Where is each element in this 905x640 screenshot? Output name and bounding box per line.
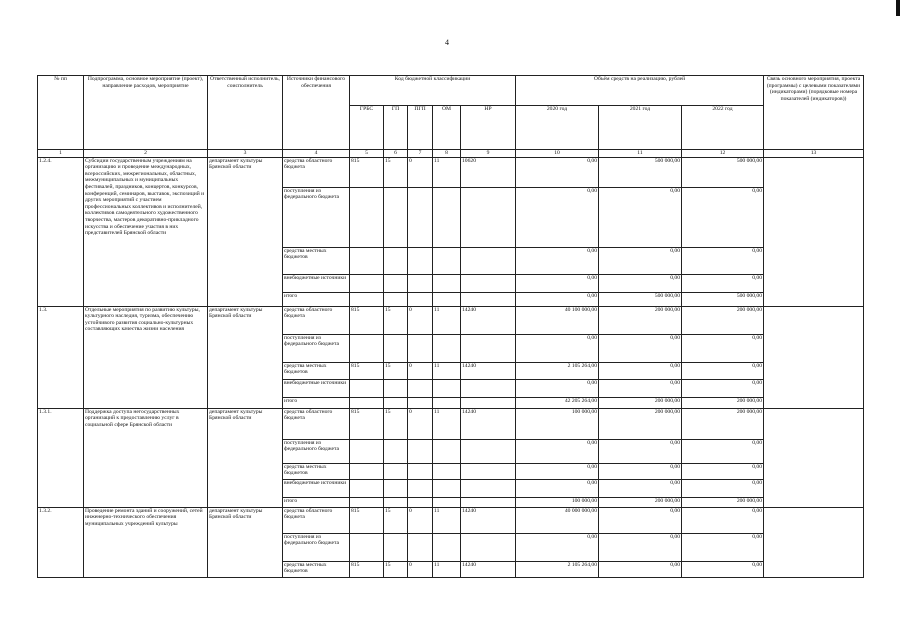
amount-2022: 0,00 [682,507,764,533]
code-gp [384,497,408,507]
amount-2021: 0,00 [599,507,682,533]
amount-2022: 200 000,00 [682,397,764,408]
amount-2020: 0,00 [516,247,599,274]
code-np [461,292,516,306]
code-grbs [350,479,384,497]
code-grbs: 815 [350,507,384,533]
code-om: 11 [433,157,461,187]
code-gp: 15 [384,408,408,439]
amount-2022: 0,00 [682,187,764,247]
amount-2020: 2 105 264,00 [516,561,599,577]
header-np: НР [461,106,516,150]
code-np [461,187,516,247]
amount-2020: 100 000,00 [516,497,599,507]
measure-name: Отдельные мероприятия по развитию культуры, культурного наследия, туризма, обеспечению устойчивого развития социально-культурных составляющих качества жизни населения [84,306,208,408]
header-row [38,76,864,106]
code-grbs [350,497,384,507]
code-np [461,533,516,561]
code-gp [384,479,408,497]
code-np [461,439,516,463]
col-number: 7 [408,150,433,158]
code-gp [384,247,408,274]
code-om: 11 [433,362,461,379]
code-gp [384,379,408,397]
code-om: 11 [433,561,461,577]
code-gp [384,334,408,362]
amount-2022: 0,00 [682,439,764,463]
col-number: 13 [764,150,864,158]
amount-2022: 500 000,00 [682,292,764,306]
amount-2020: 0,00 [516,439,599,463]
code-pgp [408,334,433,362]
amount-2022: 0,00 [682,274,764,292]
indicator-link [764,408,864,507]
column-number-row [38,150,864,158]
source-total: итого [283,292,350,306]
amount-2020: 42 205 264,00 [516,397,599,408]
amount-2020: 100 000,00 [516,408,599,439]
amount-2022: 0,00 [682,561,764,577]
code-np [461,397,516,408]
code-pgp [408,379,433,397]
amount-2022: 500 000,00 [682,157,764,187]
header-year-2020: 2020 год [516,106,599,150]
amount-2021: 0,00 [599,479,682,497]
amount-2021: 0,00 [599,379,682,397]
code-np [461,247,516,274]
amount-2020: 0,00 [516,157,599,187]
code-np [461,497,516,507]
code-np: 14240 [461,306,516,334]
code-grbs [350,247,384,274]
code-grbs [350,334,384,362]
executor: департамент культуры Брянской области [208,408,283,507]
amount-2020: 40 100 000,00 [516,306,599,334]
code-pgp [408,439,433,463]
code-grbs [350,533,384,561]
code-gp [384,397,408,408]
amount-2021: 500 000,00 [599,292,682,306]
code-gp [384,533,408,561]
executor: департамент культуры Брянской области [208,306,283,408]
code-om [433,379,461,397]
col-number: 3 [208,150,283,158]
code-gp [384,274,408,292]
code-np: 14240 [461,507,516,533]
code-np: 14240 [461,561,516,577]
header-name: Подпрограмма, основное мероприятие (проект), направление расходов, мероприятие [84,76,208,150]
code-gp: 15 [384,507,408,533]
code-gp [384,187,408,247]
source-federal: поступления из федерального бюджета [283,334,350,362]
row-number: 1.3.2. [38,507,84,577]
amount-2021: 200 000,00 [599,397,682,408]
source-local: средства местных бюджетов [283,463,350,479]
amount-2021: 500 000,00 [599,157,682,187]
col-number: 1 [38,150,84,158]
source-extra: внебюджетные источники [283,379,350,397]
code-np: 10620 [461,157,516,187]
measure-name: Субсидии государственным учреждениям на организацию и проведение международных, всероссийских, межрегиональных, областных, межмуниципальных и муниципальных фестивалей, праздников, концертов, конкурсов, конференций, семинаров, выставок, экспозиций и других мероприятий с участием профессиональных коллективов и исполнителей, коллективов самодеятельного художественного творчества, мастеров декоративно-прикладного искусства и обеспечение участия в них представителей Брянской области [84,157,208,306]
code-om [433,463,461,479]
code-om [433,274,461,292]
budget-table [37,75,864,578]
code-gp: 15 [384,157,408,187]
source-regional: средства областного бюджета [283,306,350,334]
code-gp: 15 [384,362,408,379]
amount-2020: 2 105 264,00 [516,362,599,379]
header-grbs: ГРБС [350,106,384,150]
executor: департамент культуры Брянской области [208,157,283,306]
header-year-2022: 2022 год [682,106,764,150]
source-extra: внебюджетные источники [283,274,350,292]
col-number: 10 [516,150,599,158]
code-np [461,463,516,479]
amount-2021: 200 000,00 [599,408,682,439]
amount-2021: 0,00 [599,187,682,247]
code-grbs: 815 [350,408,384,439]
code-np: 14240 [461,408,516,439]
code-np [461,334,516,362]
code-grbs [350,379,384,397]
code-om [433,247,461,274]
amount-2020: 0,00 [516,533,599,561]
source-local: средства местных бюджетов [283,362,350,379]
code-np: 14240 [461,362,516,379]
code-np [461,479,516,497]
code-grbs [350,274,384,292]
code-pgp: 0 [408,157,433,187]
code-om [433,334,461,362]
code-pgp: 0 [408,306,433,334]
amount-2020: 0,00 [516,379,599,397]
amount-2022: 0,00 [682,479,764,497]
header-source: Источники финансового обеспечения [283,76,350,150]
indicator-link [764,157,864,306]
code-np [461,274,516,292]
code-grbs [350,187,384,247]
amount-2022: 200 000,00 [682,306,764,334]
source-regional: средства областного бюджета [283,408,350,439]
header-link: Связь основного мероприятия, проекта (программы) с целевыми показателями (индикаторами) (порядковые номера показателей (индикаторов)) [764,76,864,150]
code-grbs: 815 [350,157,384,187]
code-om [433,397,461,408]
amount-2022: 0,00 [682,379,764,397]
code-om [433,187,461,247]
code-pgp [408,274,433,292]
amount-2020: 0,00 [516,187,599,247]
col-number: 2 [84,150,208,158]
table-row [38,507,864,533]
col-number: 12 [682,150,764,158]
row-number: 1.3.1. [38,408,84,507]
col-number: 5 [350,150,384,158]
source-federal: поступления из федерального бюджета [283,187,350,247]
amount-2022: 0,00 [682,362,764,379]
amount-2021: 0,00 [599,334,682,362]
code-grbs [350,463,384,479]
code-pgp: 0 [408,408,433,439]
source-extra: внебюджетные источники [283,479,350,497]
code-pgp: 0 [408,362,433,379]
code-om: 11 [433,408,461,439]
code-gp: 15 [384,306,408,334]
page-number: 4 [445,38,449,47]
code-grbs: 815 [350,362,384,379]
amount-2022: 0,00 [682,463,764,479]
code-om [433,497,461,507]
amount-2021: 0,00 [599,463,682,479]
code-pgp [408,497,433,507]
col-number: 6 [384,150,408,158]
header-pgp: ПГП [408,106,433,150]
amount-2021: 200 000,00 [599,306,682,334]
code-pgp [408,187,433,247]
amount-2020: 0,00 [516,334,599,362]
code-pgp [408,463,433,479]
code-pgp [408,397,433,408]
table-row [38,306,864,334]
scan-edge-mark [896,0,900,16]
amount-2022: 200 000,00 [682,408,764,439]
amount-2020: 0,00 [516,479,599,497]
amount-2021: 0,00 [599,533,682,561]
measure-name: Поддержка доступа негосударственных организаций к предоставлению услуг в социальной сфере Брянской области [84,408,208,507]
amount-2021: 0,00 [599,561,682,577]
source-local: средства местных бюджетов [283,561,350,577]
source-total: итого [283,397,350,408]
header-year-2021: 2021 год [599,106,682,150]
amount-2021: 200 000,00 [599,497,682,507]
code-grbs [350,439,384,463]
code-om [433,292,461,306]
code-gp: 15 [384,561,408,577]
code-pgp [408,533,433,561]
amount-2020: 0,00 [516,274,599,292]
code-pgp [408,247,433,274]
row-number: 1.3. [38,306,84,408]
col-number: 4 [283,150,350,158]
amount-2022: 0,00 [682,334,764,362]
code-gp [384,292,408,306]
executor: департамент культуры Брянской области [208,507,283,577]
source-total: итого [283,497,350,507]
amount-2021: 0,00 [599,439,682,463]
source-regional: средства областного бюджета [283,157,350,187]
code-pgp: 0 [408,561,433,577]
amount-2020: 0,00 [516,292,599,306]
source-federal: поступления из федерального бюджета [283,533,350,561]
col-number: 9 [461,150,516,158]
header-sum-group: Объём средств на реализацию, рублей [516,76,764,106]
code-gp [384,439,408,463]
code-om: 11 [433,507,461,533]
code-om [433,439,461,463]
table-row [38,408,864,439]
source-local: средства местных бюджетов [283,247,350,274]
amount-2020: 40 000 000,00 [516,507,599,533]
amount-2021: 0,00 [599,362,682,379]
indicator-link [764,306,864,408]
table-row [38,157,864,187]
source-federal: поступления из федерального бюджета [283,439,350,463]
code-np [461,379,516,397]
code-grbs [350,397,384,408]
header-om: ОМ [433,106,461,150]
col-number: 11 [599,150,682,158]
header-code-group: Код бюджетной классификации [350,76,516,106]
code-pgp [408,479,433,497]
code-pgp: 0 [408,507,433,533]
amount-2021: 0,00 [599,274,682,292]
amount-2022: 0,00 [682,247,764,274]
code-om: 11 [433,306,461,334]
source-regional: средства областного бюджета [283,507,350,533]
col-number: 8 [433,150,461,158]
amount-2022: 200 000,00 [682,497,764,507]
measure-name: Проведение ремонта зданий и сооружений, сетей инженерно-технического обеспечения муниципальных учреждений культуры [84,507,208,577]
code-grbs: 815 [350,306,384,334]
code-pgp [408,292,433,306]
indicator-link [764,507,864,577]
code-grbs [350,292,384,306]
amount-2022: 0,00 [682,533,764,561]
code-gp [384,463,408,479]
code-grbs: 815 [350,561,384,577]
row-number: 1.2.4. [38,157,84,306]
amount-2021: 0,00 [599,247,682,274]
header-executor: Ответственный исполнитель, соисполнитель [208,76,283,150]
code-om [433,533,461,561]
header-gp: ГП [384,106,408,150]
amount-2020: 0,00 [516,463,599,479]
code-om [433,479,461,497]
header-num: № пп [38,76,84,150]
